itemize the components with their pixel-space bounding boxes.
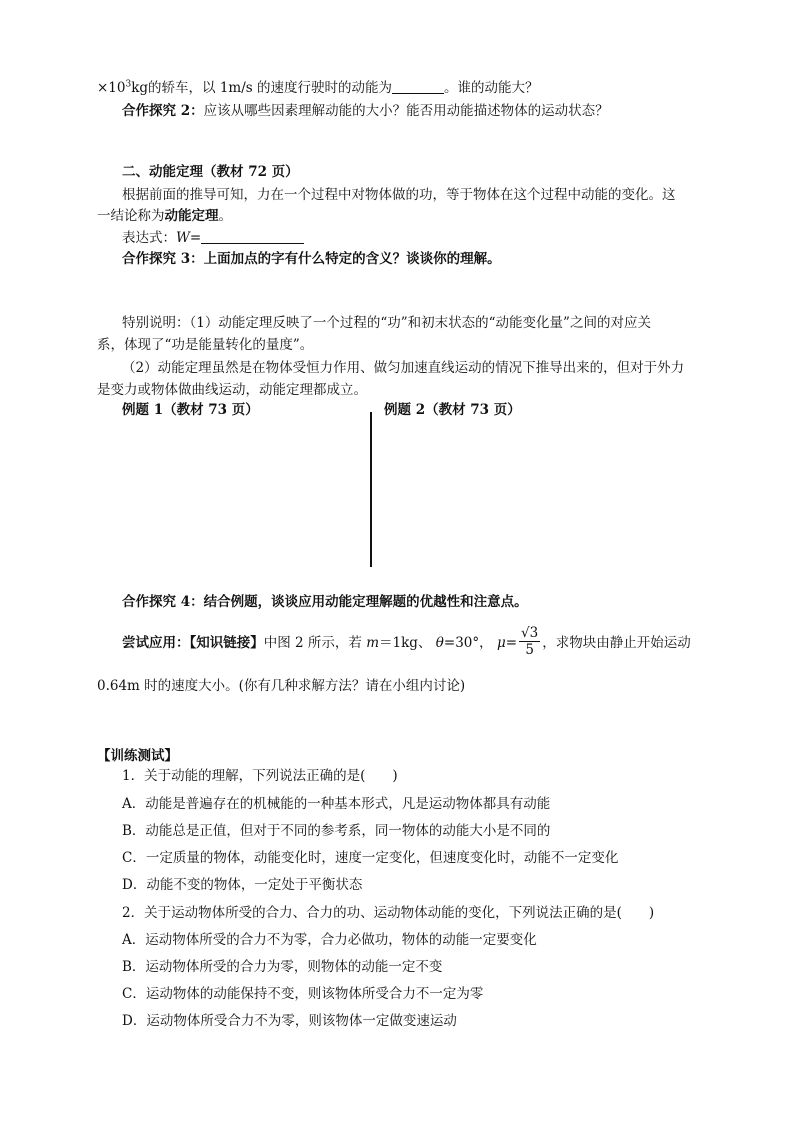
text-segment: kg的轿车，以 1m/s 的速度行驶时的动能为 xyxy=(131,80,393,96)
fraction xyxy=(519,625,540,658)
kinetic-energy-question-line xyxy=(97,79,539,97)
text-segment: ×10 xyxy=(97,80,126,96)
q1-option-c[interactable]: C．一定质量的物体，动能变化时，速度一定变化，但速度变化时，动能不一定变化 xyxy=(122,850,619,866)
q2-option-d[interactable]: D．运动物体所受合力不为零，则该物体一定做变速运动 xyxy=(122,1013,457,1029)
question-1: 1．关于动能的理解，下列说法正确的是( ) xyxy=(122,768,398,784)
fraction-numerator: √3 xyxy=(521,625,539,641)
q2-option-c[interactable]: C．运动物体的动能保持不变，则该物体所受合力不一定为零 xyxy=(122,986,484,1002)
text-segment: 。 xyxy=(218,208,232,224)
q2-option-b[interactable]: B．运动物体所受的合力为零，则物体的动能一定不变 xyxy=(122,959,443,975)
text-segment: =30°， xyxy=(443,635,493,651)
text-segment: 中图 2 所示，若 xyxy=(263,635,367,651)
expression-line xyxy=(122,229,304,247)
question-2: 2．关于运动物体所受的合力、合力的功、运动物体动能的变化，下列说法正确的是( ) xyxy=(122,905,655,921)
superscript: 3 xyxy=(125,79,132,90)
variable-m: m xyxy=(366,635,380,651)
section-heading: 二、动能定理（教材 72 页） xyxy=(122,164,299,180)
try-label: 尝试应用： xyxy=(122,635,190,651)
training-heading: 【训练测试】 xyxy=(97,748,178,764)
text-segment: ＝1kg、 xyxy=(379,635,432,651)
explore-3: 合作探究 3：上面加点的字有什么特定的含义？谈谈你的理解。 xyxy=(122,251,501,267)
variable-w: W xyxy=(176,230,190,246)
equals-sign: = xyxy=(189,230,202,246)
q1-option-a[interactable]: A．动能是普遍存在的机械能的一种基本形式，凡是运动物体都具有动能 xyxy=(122,796,551,812)
variable-theta: θ xyxy=(435,635,444,651)
variable-mu: μ xyxy=(496,635,506,651)
knowledge-link: 【知识链接】 xyxy=(189,635,264,651)
equals-sign: = xyxy=(505,635,518,651)
theorem-name: 动能定理 xyxy=(164,208,219,224)
note-line: 特别说明：（1）动能定理反映了一个过程的“功”和初末状态的“动能变化量”之间的对应关 xyxy=(122,315,651,331)
text-segment: 一结论称为 xyxy=(97,208,165,224)
answer-blank[interactable] xyxy=(392,80,444,94)
text-segment: 。谁的动能大？ xyxy=(444,80,539,96)
explore-text: 应该从哪些因素理解动能的大小？能否用动能描述物体的运动状态？ xyxy=(203,103,609,119)
q1-option-b[interactable]: B．动能总是正值，但对于不同的参考系，同一物体的动能大小是不同的 xyxy=(122,823,551,839)
q2-option-a[interactable]: A．运动物体所受的合力不为零，合力必做功，物体的动能一定要变化 xyxy=(122,932,537,948)
note-line: （2）动能定理虽然是在物体受恒力作用、做匀加速直线运动的情况下推导出来的，但对于外力 xyxy=(122,360,685,376)
explore-2 xyxy=(122,102,609,120)
explore-label: 合作探究 2： xyxy=(122,103,204,119)
example-2-heading: 例题 2（教材 73 页） xyxy=(384,402,521,418)
paragraph-line: 根据前面的推导可知，力在一个过程中对物体做的功，等于物体在这个过程中动能的变化。这 xyxy=(122,187,676,203)
expression-blank[interactable] xyxy=(201,230,304,244)
paragraph-line xyxy=(97,207,232,225)
try-application-line-2: 0.64m 时的速度大小。(你有几种求解方法？请在小组内讨论) xyxy=(97,678,466,694)
fraction-denominator: 5 xyxy=(525,642,534,658)
expression-label: 表达式： xyxy=(122,230,176,246)
explore-4: 合作探究 4：结合例题，谈谈应用动能定理解题的优越性和注意点。 xyxy=(122,594,528,610)
q1-option-d[interactable]: D．动能不变的物体，一定处于平衡状态 xyxy=(122,877,363,893)
column-divider xyxy=(370,412,372,567)
note-line: 是变力或物体做曲线运动，动能定理都成立。 xyxy=(97,382,367,398)
try-application-line xyxy=(122,626,691,660)
example-1-heading: 例题 1（教材 73 页） xyxy=(122,402,259,418)
text-segment: ，求物块由静止开始运动 xyxy=(542,635,691,651)
note-line: 系，体现了“功是能量转化的量度”。 xyxy=(97,337,314,353)
